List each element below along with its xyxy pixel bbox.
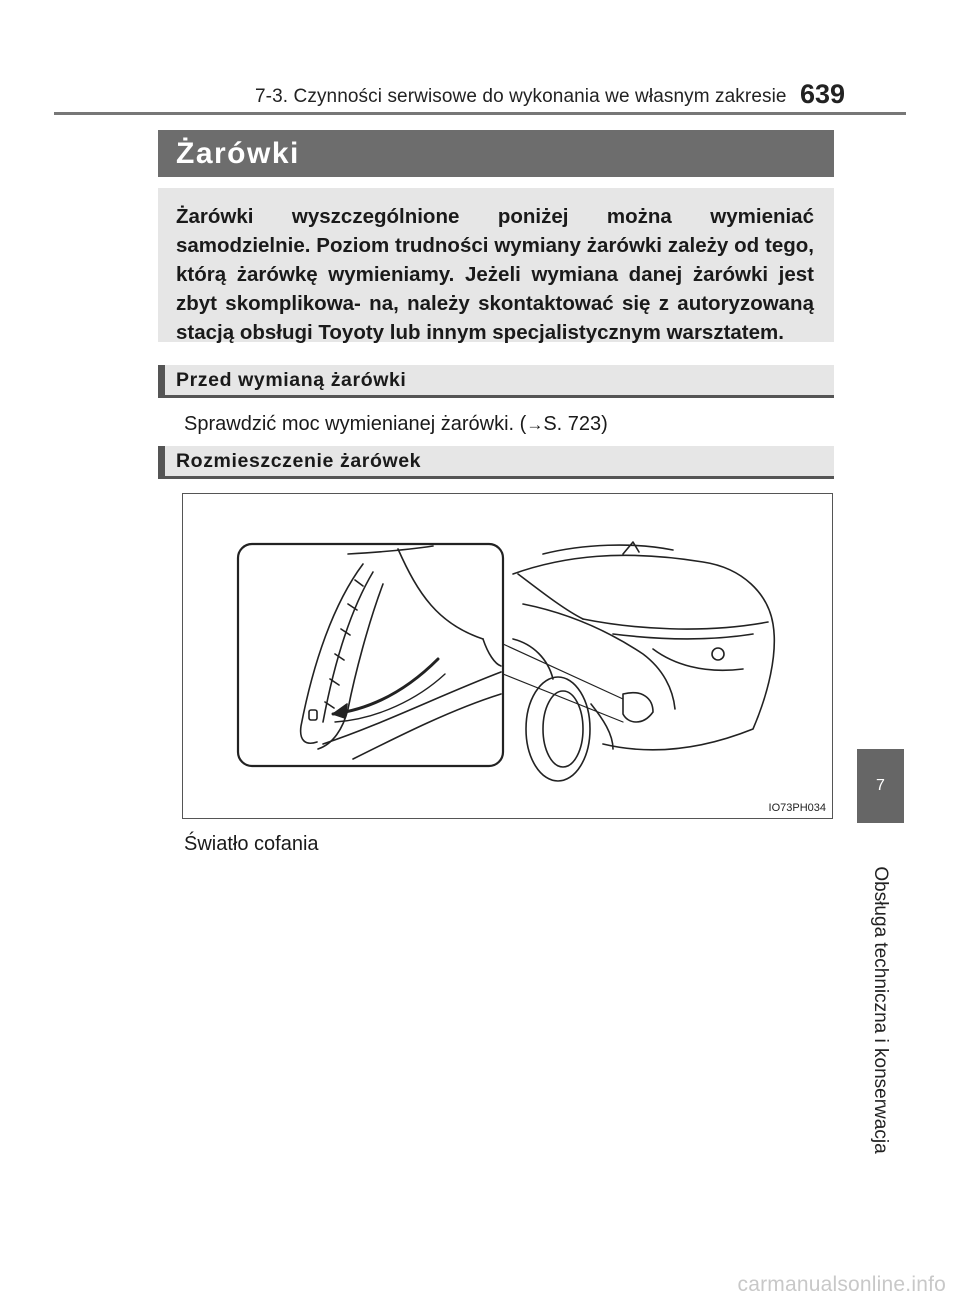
heading-bulb-locations: Rozmieszczenie żarówek bbox=[158, 446, 834, 479]
check-wattage-text bbox=[184, 413, 608, 436]
intro-box bbox=[158, 188, 834, 342]
figure-code: IO73PH034 bbox=[768, 802, 826, 814]
header-divider bbox=[54, 112, 906, 115]
watermark: carmanualsonline.info bbox=[737, 1273, 946, 1296]
chapter-tab-number: 7 bbox=[857, 749, 904, 823]
car-rear-illustration bbox=[183, 494, 831, 817]
running-header-section: 7-3. Czynności serwisowe do wykonania we własnym zakresie bbox=[255, 86, 787, 107]
page-title: Żarówki bbox=[158, 130, 834, 177]
intro-text: Żarówki wyszczególnione poniżej można wymieniać samodzielnie. Poziom trudności wymiany żarówki zależy od tego, którą żarówkę wymieniamy. Jeżeli wymiana danej żarówki jest zbyt skomplikowa- na, należy skontaktować się z autoryzowaną stacją obsługi Toyoty lub innym specjalistycznym warsztatem. bbox=[176, 205, 814, 344]
figure-caption: Światło cofania bbox=[184, 833, 319, 855]
chapter-tab-label: Obsługa techniczna i konserwacja bbox=[870, 866, 891, 1154]
arrow-icon: → bbox=[526, 415, 544, 434]
bulb-location-figure bbox=[182, 493, 833, 819]
check-wattage-prefix: Sprawdzić moc wymienianej żarówki. ( bbox=[184, 413, 527, 435]
page-reference: S. 723) bbox=[543, 413, 608, 435]
heading-before-replacement: Przed wymianą żarówki bbox=[158, 365, 834, 398]
page-number: 639 bbox=[800, 79, 846, 109]
